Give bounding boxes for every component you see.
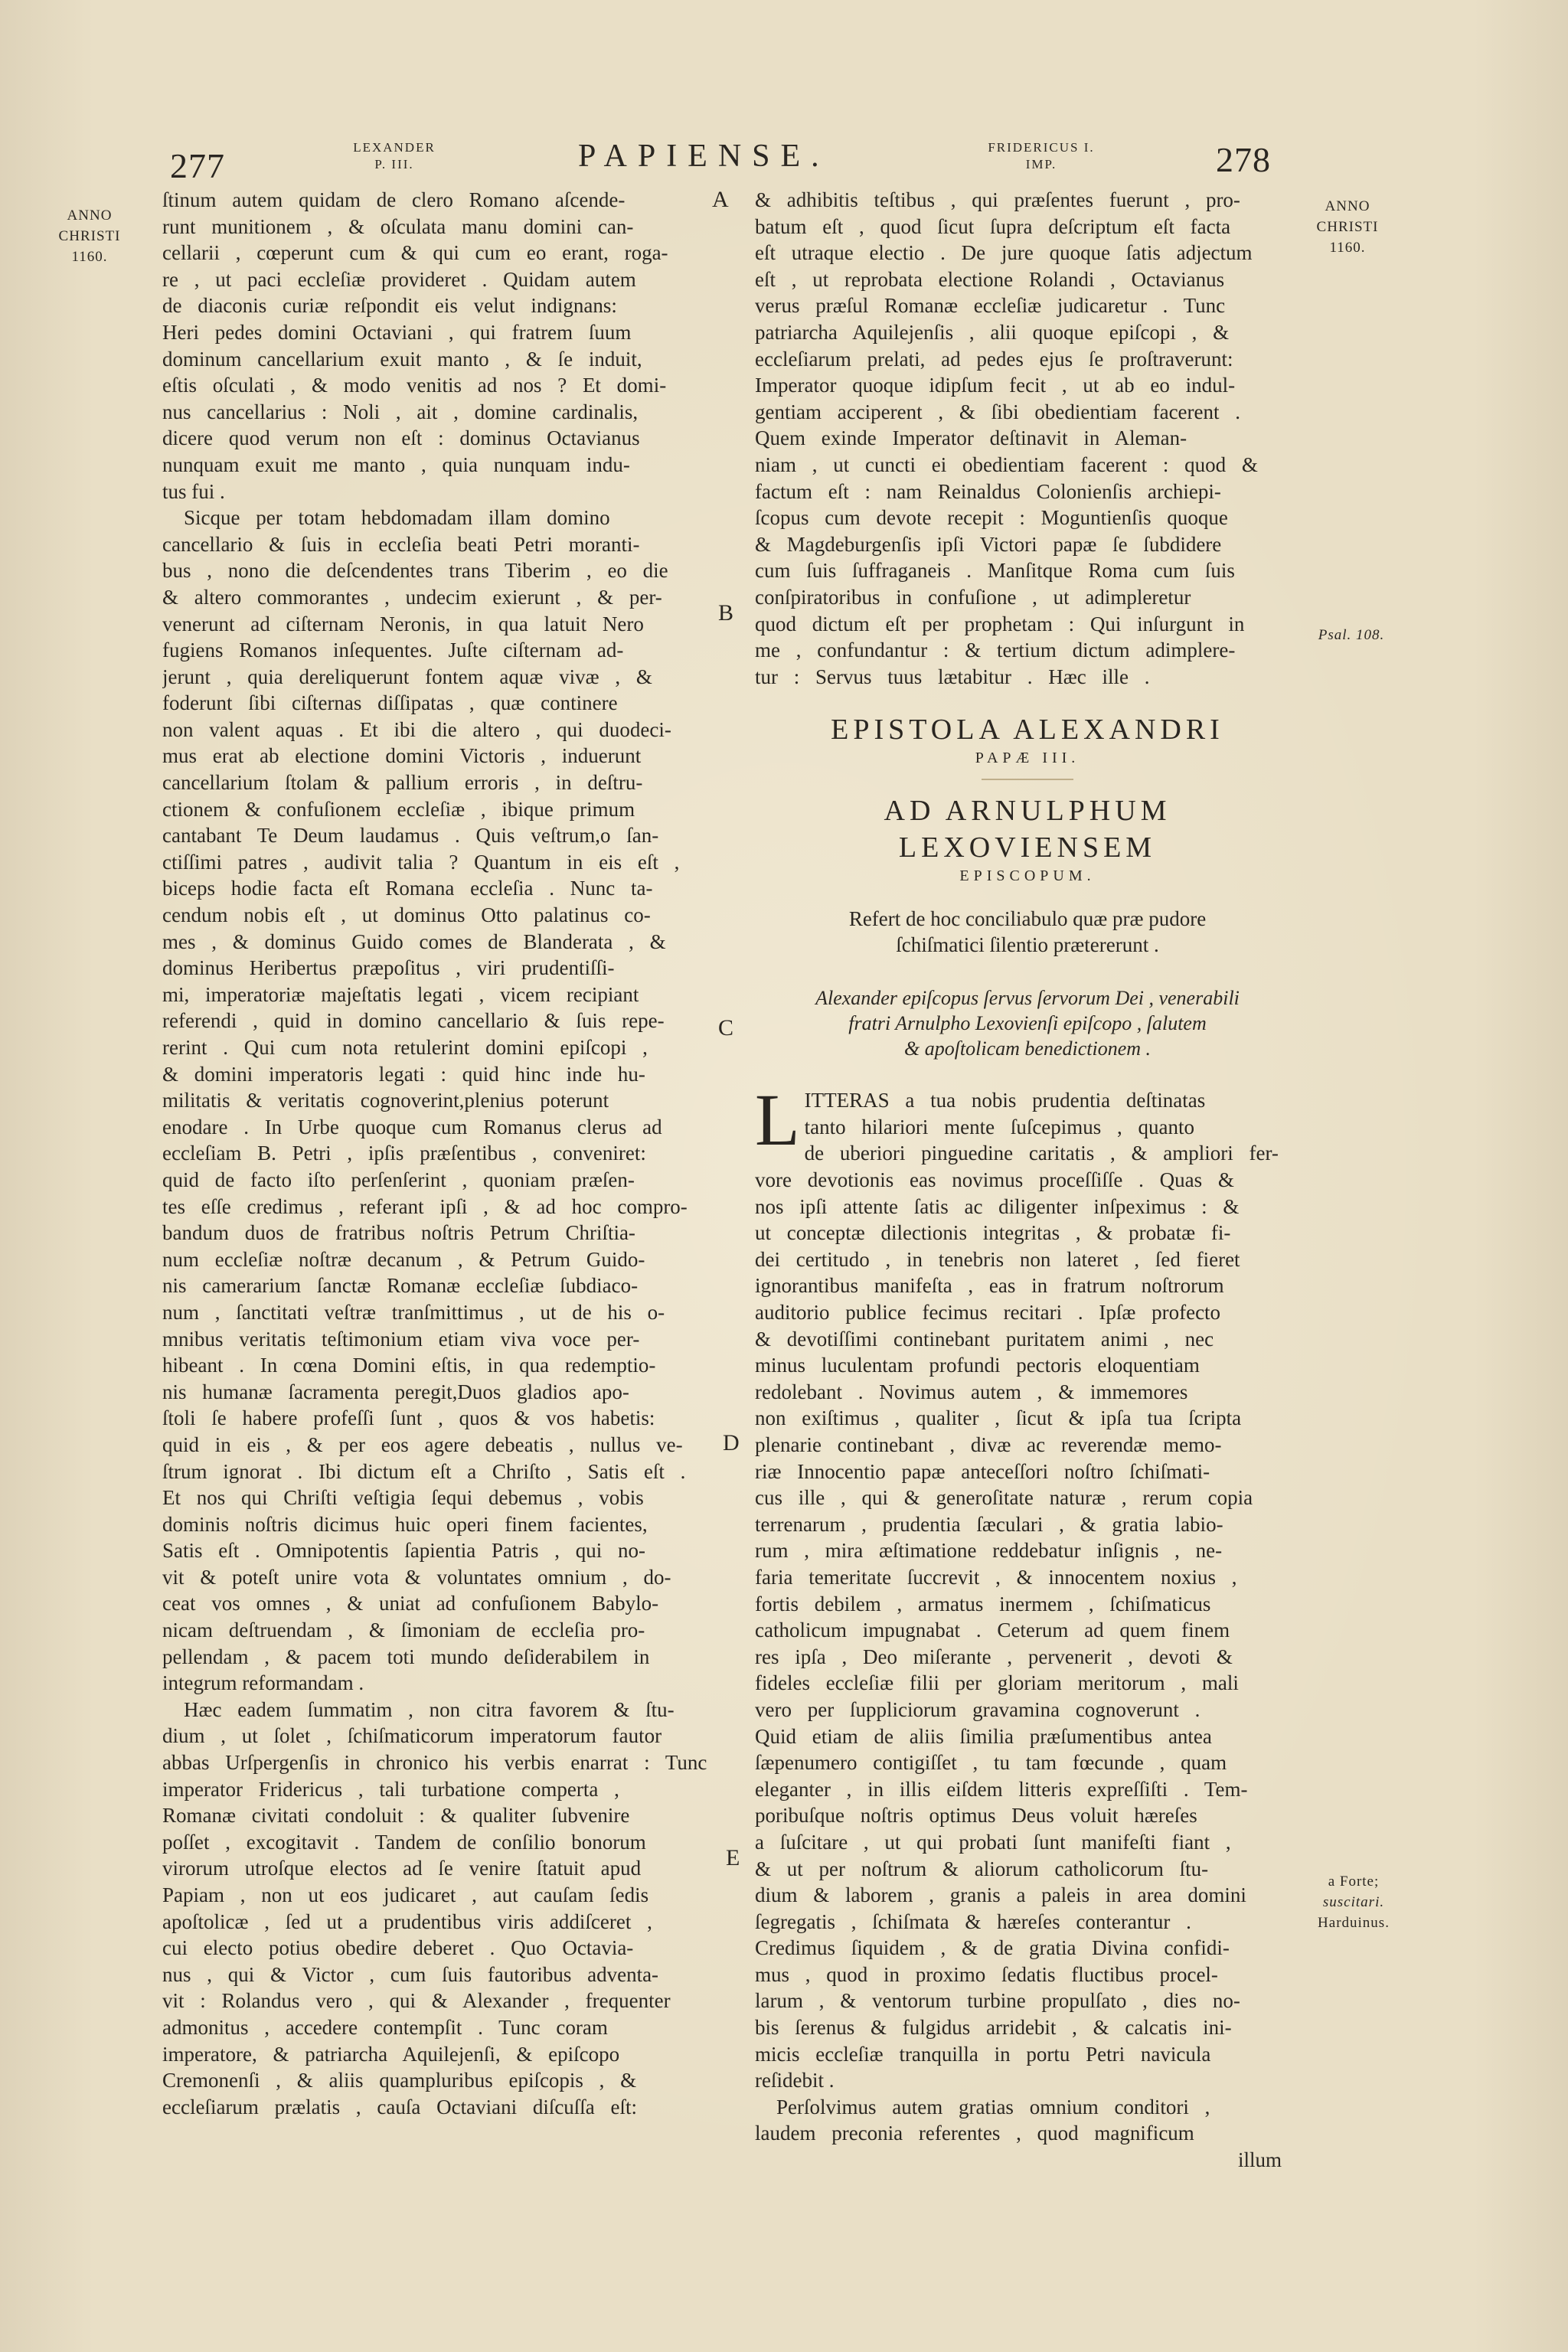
letter-text <box>755 1167 1300 2094</box>
text-line: imperator Fridericus , tali turbatione comperta , <box>162 1777 619 1801</box>
text-line: niam , ut cuncti ei obedientiam facerent : quod & <box>755 452 1258 476</box>
text-line: virorum utroſque electos ad ſe venire ſtatuit apud <box>162 1857 642 1880</box>
text-line: Quid etiam de aliis ſimilia præſumentibus antea <box>755 1724 1212 1748</box>
text-line: Quem exinde Imperator deſtinavit in Aleman- <box>755 426 1187 450</box>
running-title: PAPIENSE. <box>578 139 830 174</box>
text-line: ctiſſimi patres , audivit talia ? Quantum in eis eſt , <box>162 850 680 874</box>
letter-body <box>755 1079 1300 2173</box>
salutation <box>755 985 1300 1061</box>
left-para1 <box>162 187 710 505</box>
section-letter-d: D <box>723 1430 740 1455</box>
text-line: mes , & dominus Guido comes de Blanderata , & <box>162 929 666 953</box>
text-line: bandum duos de fratribus noſtris Petrum Chriſtia- <box>162 1221 635 1245</box>
text-line: catholicum impugnabat . Ceterum ad quem finem <box>755 1619 1230 1642</box>
text-line: de diaconis curiæ reſpondit eis velut indignans: <box>162 294 617 318</box>
epistola-summary <box>755 906 1300 958</box>
text-line: & Magdeburgenſis ipſi Victori papæ ſe ſubdidere <box>755 532 1222 556</box>
running-head-left <box>322 139 467 173</box>
text-line: de uberiori pinguedine caritatis , & ampliori fer- <box>804 1142 1279 1165</box>
section-letter-c: C <box>718 1015 734 1040</box>
running-head-right-line1: FRIDERICUS I. <box>988 140 1095 155</box>
text-line: Cremonenſi , & aliis quampluribus epiſcopis , & <box>162 2069 637 2092</box>
text-line: cum ſuis ſuffraganeis . Manſitque Roma cum ſuis <box>755 559 1235 583</box>
text-line: fortis debilem , armatus inermem , ſchiſmaticus <box>755 1592 1211 1615</box>
page-number-right: 278 <box>1216 140 1271 179</box>
letter-opening-lines <box>755 1079 1300 1167</box>
text-line: re , ut paci eccleſiæ provideret . Quidam autem <box>162 267 636 291</box>
text-line: eccleſiarum prælatis , cauſa Octaviani diſcuſſa eſt: <box>162 2095 638 2118</box>
text-line: bis ſerenus & fulgidus arridebit , & calcatis ini- <box>755 2016 1232 2040</box>
text-line: non exiſtimus , qualiter , ſicut & ipſa tua ſcripta <box>755 1406 1242 1430</box>
text-line: runt munitionem , & oſculata manu domini can- <box>162 214 634 238</box>
text-line: ſtinum autem quidam de clero Romano aſcende- <box>162 188 626 211</box>
text-line: mnibus veritatis teſtimonium etiam viva voce per- <box>162 1327 640 1351</box>
running-head-left-line1: LEXANDER <box>353 140 436 155</box>
text-line: hibeant . In cœna Domini eſtis, in qua redemptio- <box>162 1354 656 1377</box>
text-line: quid in eis , & per eos agere debeatis , nullus ve- <box>162 1432 683 1456</box>
margin-year-right <box>1302 196 1393 258</box>
text-line: militatis & veritatis cognoverint,plenius poterunt <box>162 1089 609 1112</box>
text-line: conſpiratoribus in confuſione , ut adimpleretur <box>755 585 1191 609</box>
salutation-line3: & apoſtolicam benedictionem . <box>903 1037 1152 1060</box>
text-line: rum , mira æſtimatione reddebatur inſignis , ne- <box>755 1539 1223 1563</box>
text-line: nis camerarium ſanctæ Romanæ eccleſiæ ſubdiaco- <box>162 1274 639 1298</box>
text-line: nunquam exuit me manto , quia nunquam indu- <box>162 452 630 476</box>
margin-psalm-reference: Psal. 108. <box>1318 627 1385 643</box>
text-line: auditorio publice fecimus recitari . Ipſæ profecto <box>755 1301 1221 1325</box>
text-line: bus , nono die deſcendentes trans Tiberim , eo die <box>162 559 668 583</box>
catchword: illum <box>1237 2148 1282 2172</box>
margin-year-left-line3: 1160. <box>71 249 108 265</box>
text-line: biceps hodie facta eſt Romana eccleſia . Nunc ta- <box>162 877 653 900</box>
text-line: fugiens Romanos inſequentes. Juſte ciſternam ad- <box>162 639 624 662</box>
text-line: faria temeritate ſuccrevit , & innocentem noxius , <box>755 1565 1237 1589</box>
text-line: foderunt ſibi ciſternas diſſipatas , quæ continere <box>162 691 618 715</box>
text-line: tus fui . <box>162 479 225 503</box>
epistola-heading <box>755 711 1300 768</box>
text-line: admonitus , accedere contempſit . Tunc coram <box>162 2015 608 2039</box>
text-line: vero per ſuppliciorum gravamina cognoverunt . <box>755 1697 1200 1721</box>
text-line: apoſtolicæ , ſed ut a prudentibus viris addiſceret , <box>162 1909 652 1933</box>
text-line: Papiam , non ut eos judicaret , aut cauſam ſedis <box>162 1883 649 1906</box>
text-line: & altero commorantes , undecim exierunt , & per- <box>162 585 662 609</box>
page-number-left: 277 <box>170 146 225 185</box>
text-line: Et nos qui Chriſti veſtigia ſequi debemus , vobis <box>162 1486 644 1510</box>
running-head-right <box>969 139 1114 173</box>
text-line: dominum cancellarium exuit manto , & ſe induit, <box>162 347 642 371</box>
text-line: plenarie continebant , divæ ac reverendæ memo- <box>755 1433 1222 1456</box>
section-letter-e: E <box>726 1845 740 1870</box>
margin-year-right-line3: 1160. <box>1329 240 1366 256</box>
text-line: poribuſque noſtris optimus Deus voluit hæreſes <box>755 1804 1197 1828</box>
text-line: nicam deſtruendam , & ſimoniam de eccleſia pro- <box>162 1619 645 1642</box>
section-letter-a: A <box>712 187 729 212</box>
text-line: terrenarum , prudentia ſæculari , & gratia labio- <box>755 1512 1223 1536</box>
text-line: Perſolvimus autem gratias omnium conditori , <box>776 2095 1210 2118</box>
text-line: laudem preconia referentes , quod magnificum <box>755 2122 1194 2145</box>
text-line: vit & poteſt unire vota & voluntates omnium , do- <box>162 1565 671 1589</box>
text-line: eſtis oſculati , & modo venitis ad nos ? Et domi- <box>162 374 667 397</box>
text-line: a ſuſcitare , ut qui probati ſunt manifeſti fiant , <box>755 1830 1231 1854</box>
text-line: tur : Servus tuus lætabitur . Hæc ille . <box>755 665 1150 688</box>
epistola-subtitle: PAPÆ III. <box>975 750 1080 767</box>
text-line: referendi , quid in domino cancellario & ſuis repe- <box>162 1009 665 1033</box>
text-line: dei certitudo , in tenebris non lateret , ſed fieret <box>755 1247 1240 1271</box>
text-line: eleganter , in illis eiſdem litteris expreſſiſti . Tem- <box>755 1777 1248 1801</box>
salutation-line1: Alexander epiſcopus ſervus ſervorum Dei , venerabili <box>815 987 1240 1010</box>
text-line: nos ipſi attente ſatis ac diligenter inſpeximus : & <box>755 1194 1240 1218</box>
text-line: eccleſiam B. Petri , ipſis præſentibus , conveniret: <box>162 1142 646 1165</box>
text-line: poſſet , excogitavit . Tandem de conſilio bonorum <box>162 1830 646 1854</box>
text-line: ITTERAS a tua nobis prudentia deſtinatas <box>804 1089 1206 1112</box>
right-para1 <box>755 187 1300 690</box>
text-line: quid de facto iſto perſenſerint , quoniam præſen- <box>162 1168 635 1191</box>
text-line: ſegregatis , ſchiſmata & hæreſes conterantur . <box>755 1909 1191 1933</box>
text-line: Satis eſt . Omnipotentis ſapientia Patris , qui no- <box>162 1539 645 1563</box>
text-line: gentiam acciperent , & ſibi obedientiam facerent . <box>755 400 1241 423</box>
text-line: cus ille , qui & generoſitate naturæ , rerum copia <box>755 1486 1253 1510</box>
text-line: & devotiſſimi continebant puritatem animi , nec <box>755 1327 1214 1351</box>
text-line: redolebant . Novimus autem , & immemores <box>755 1380 1188 1403</box>
left-para3 <box>162 1697 710 2121</box>
text-line: rerint . Qui cum nota retulerint domini epiſcopi , <box>162 1036 648 1059</box>
text-line: factum eſt : nam Reinaldus Colonienſis archiepi- <box>755 479 1221 503</box>
addressee-heading <box>755 792 1300 886</box>
summary-line1: Refert de hoc conciliabulo quæ præ pudore <box>848 907 1207 931</box>
text-line: ut conceptæ dilectionis integritas , & probatæ fi- <box>755 1221 1231 1245</box>
text-line: reſidebit . <box>755 2069 835 2092</box>
text-line: & ut per noſtrum & aliorum catholicorum ſtu- <box>755 1857 1209 1880</box>
text-line: Hæc eadem ſummatim , non citra favorem & ſtu- <box>184 1697 675 1721</box>
text-line: num , ſanctitati veſtræ tranſmittimus , ut de his o- <box>162 1300 665 1324</box>
text-line: quod dictum eſt per prophetam : Qui inſurgunt in <box>755 612 1245 635</box>
text-line: eſt , ut reprobata electione Rolandi , Octavianus <box>755 267 1225 291</box>
text-line: cellarii , cœperunt cum & qui cum eo erant, roga- <box>162 241 668 265</box>
text-line: dicere quod verum non eſt : dominus Octavianus <box>162 426 640 450</box>
margin-forte-line2: suscitari. <box>1322 1894 1385 1910</box>
text-line: Imperator quoque idipſum fecit , ut ab eo indul- <box>755 374 1236 397</box>
text-line: cantabant Te Deum laudamus . Quis veſtrum,o ſan- <box>162 824 659 848</box>
text-line: dominus Heribertus præpoſitus , viri prudentiſſi- <box>162 956 615 980</box>
running-head-right-line2: IMP. <box>1025 157 1057 172</box>
text-line: tanto hilariori mente ſuſcepimus , quanto <box>804 1115 1195 1138</box>
text-line: pellendam , & pacem toti mundo deſiderabilem in <box>162 1645 650 1668</box>
text-line: ſæpenumero contigiſſet , tu tam fœcunde , quam <box>755 1751 1227 1775</box>
salutation-line2: fratri Arnulpho Lexovienſi epiſcopo , ſalutem <box>848 1012 1207 1035</box>
section-letter-b: B <box>718 600 734 626</box>
text-line: jerunt , quia dereliquerunt fontem aquæ vivæ , & <box>162 665 652 688</box>
text-line: res ipſa , Deo miſerante , pervenerit , devoti & <box>755 1645 1233 1668</box>
text-line: abbas Urſpergenſis in chronico his verbis enarrat : Tunc <box>162 1751 707 1775</box>
margin-forte-note <box>1303 1871 1404 1933</box>
text-line: vore devotionis eas novimus proceſſiſſe . Quas & <box>755 1168 1234 1192</box>
margin-forte-line1: a Forte; <box>1328 1873 1380 1890</box>
text-line: vit : Rolandus vero , qui & Alexander , frequenter <box>162 1989 671 2013</box>
text-line: mus erat ab electione domini Victoris , induerunt <box>162 744 642 768</box>
text-line: ſtrum ignorat . Ibi dictum eſt a Chriſto , Satis eſt . <box>162 1459 686 1483</box>
summary-line2: ſchiſmatici ſilentio prætererunt . <box>896 933 1159 957</box>
text-line: patriarcha Aquilejenſis , alii quoque epiſcopi , & <box>755 320 1230 344</box>
text-line: integrum reformandam . <box>162 1671 364 1695</box>
text-line: nis humanæ ſacramenta peregit,Duos gladios apo- <box>162 1380 629 1403</box>
text-line: venerunt ad ciſternam Neronis, in qua latuit Nero <box>162 612 644 635</box>
text-line: dominis noſtris dicimus huic operi finem facientes, <box>162 1512 648 1536</box>
text-line: ctionem & confuſionem eccleſiæ , ibique primum <box>162 797 635 821</box>
text-line: nus , qui & Victor , cum ſuis fautoribus adventa- <box>162 1962 659 1986</box>
heading-divider <box>982 779 1073 780</box>
text-line: Heri pedes domini Octaviani , qui fratrem ſuum <box>162 320 632 344</box>
text-line: fideles eccleſiæ filii per gloriam meritorum , mali <box>755 1671 1239 1695</box>
text-line: & domini imperatoris legati : quid hinc inde hu- <box>162 1062 645 1086</box>
text-line: ignorantibus manifeſta , eas in fratrum noſtrorum <box>755 1274 1224 1298</box>
text-line: cui electo potius obedire deberet . Quo Octavia- <box>162 1936 634 1960</box>
text-line: dium , ut ſolet , ſchiſmaticorum imperatorum fautor <box>162 1724 662 1748</box>
margin-year-left-line2: CHRISTI <box>58 228 121 244</box>
left-column <box>162 187 710 2120</box>
text-line: cancellarium ſtolam & pallium erroris , in deſtru- <box>162 771 643 795</box>
text-line: eſt utraque electio . De jure quoque ſatis adjectum <box>755 241 1253 265</box>
text-line: ceat vos omnes , & uniat ad confuſionem Babylo- <box>162 1592 659 1615</box>
margin-year-left-line1: ANNO <box>67 207 113 224</box>
text-line: mi, imperatoriæ majeſtatis legati , vicem recipiant <box>162 982 639 1006</box>
text-line: cancellario & ſuis in eccleſia beati Petri moranti- <box>162 532 640 556</box>
epistola-title: EPISTOLA ALEXANDRI <box>831 714 1224 746</box>
text-line: num eccleſiæ noſtræ decanum , & Petrum Guido- <box>162 1247 645 1271</box>
text-line: me , confundantur : & tertium dictum adimplere- <box>755 639 1236 662</box>
margin-forte-line3: Harduinus. <box>1318 1915 1390 1931</box>
margin-year-right-line1: ANNO <box>1325 198 1370 214</box>
text-line: batum eſt , quod ſicut ſupra deſcriptum eſt facta <box>755 214 1231 238</box>
left-para2 <box>162 505 710 1697</box>
text-line: Credimus ſiquidem , & de gratia Divina confidi- <box>755 1936 1230 1960</box>
text-line: imperatore, & patriarcha Aquilejenſi, & epiſcopo <box>162 2042 620 2066</box>
text-line: ſcopus cum devote recepit : Moguntienſis quoque <box>755 506 1228 530</box>
text-line: nus cancellarius : Noli , ait , domine cardinalis, <box>162 400 639 423</box>
text-line: riæ Innocentio papæ anteceſſori noſtro ſchiſmati- <box>755 1459 1210 1483</box>
text-line: non valent aquas . Et ibi die altero , qui duodeci- <box>162 717 671 741</box>
addressee-subtitle: EPISCOPUM. <box>959 867 1096 885</box>
text-line: dium & laborem , granis a paleis in area domini <box>755 1883 1246 1907</box>
addressee-title: AD ARNULPHUM LEXOVIENSEM <box>884 795 1171 864</box>
margin-year-left <box>47 205 132 267</box>
text-line: micis eccleſiæ tranquilla in portu Petri navicula <box>755 2042 1211 2066</box>
text-line: tes eſſe credimus , referant ipſi , & ad hoc compro- <box>162 1194 688 1218</box>
text-line: ſtoli ſe habere profeſſi ſunt , quos & vos habetis: <box>162 1406 655 1430</box>
right-column <box>755 187 1300 2174</box>
text-line: & adhibitis teſtibus , qui præſentes fuerunt , pro- <box>755 188 1240 211</box>
running-head-left-line2: P. III. <box>374 157 414 172</box>
text-line: eccleſiarum prelati, ad pedes ejus ſe proſtraverunt: <box>755 347 1233 371</box>
drop-cap: L <box>755 1079 800 1161</box>
text-line: enodare . In Urbe quoque cum Romanus clerus ad <box>162 1115 662 1138</box>
text-line: Romanæ civitati condoluit : & qualiter ſubvenire <box>162 1804 630 1828</box>
text-line: cendum nobis eſt , ut dominus Otto palatinus co- <box>162 903 651 927</box>
text-line: larum , & ventorum turbine propulſato , dies no- <box>755 1989 1240 2013</box>
text-line: verus præſul Romanæ eccleſiæ judicaretur . Tunc <box>755 294 1226 318</box>
text-line: mus , quod in proximo ſedatis fluctibus procel- <box>755 1962 1218 1986</box>
letter-final-lines <box>755 2094 1300 2147</box>
text-line: Sicque per totam hebdomadam illam domino <box>184 506 610 530</box>
text-line: minus luculentam profundi pectoris eloquentiam <box>755 1354 1200 1377</box>
margin-year-right-line2: CHRISTI <box>1316 219 1379 235</box>
